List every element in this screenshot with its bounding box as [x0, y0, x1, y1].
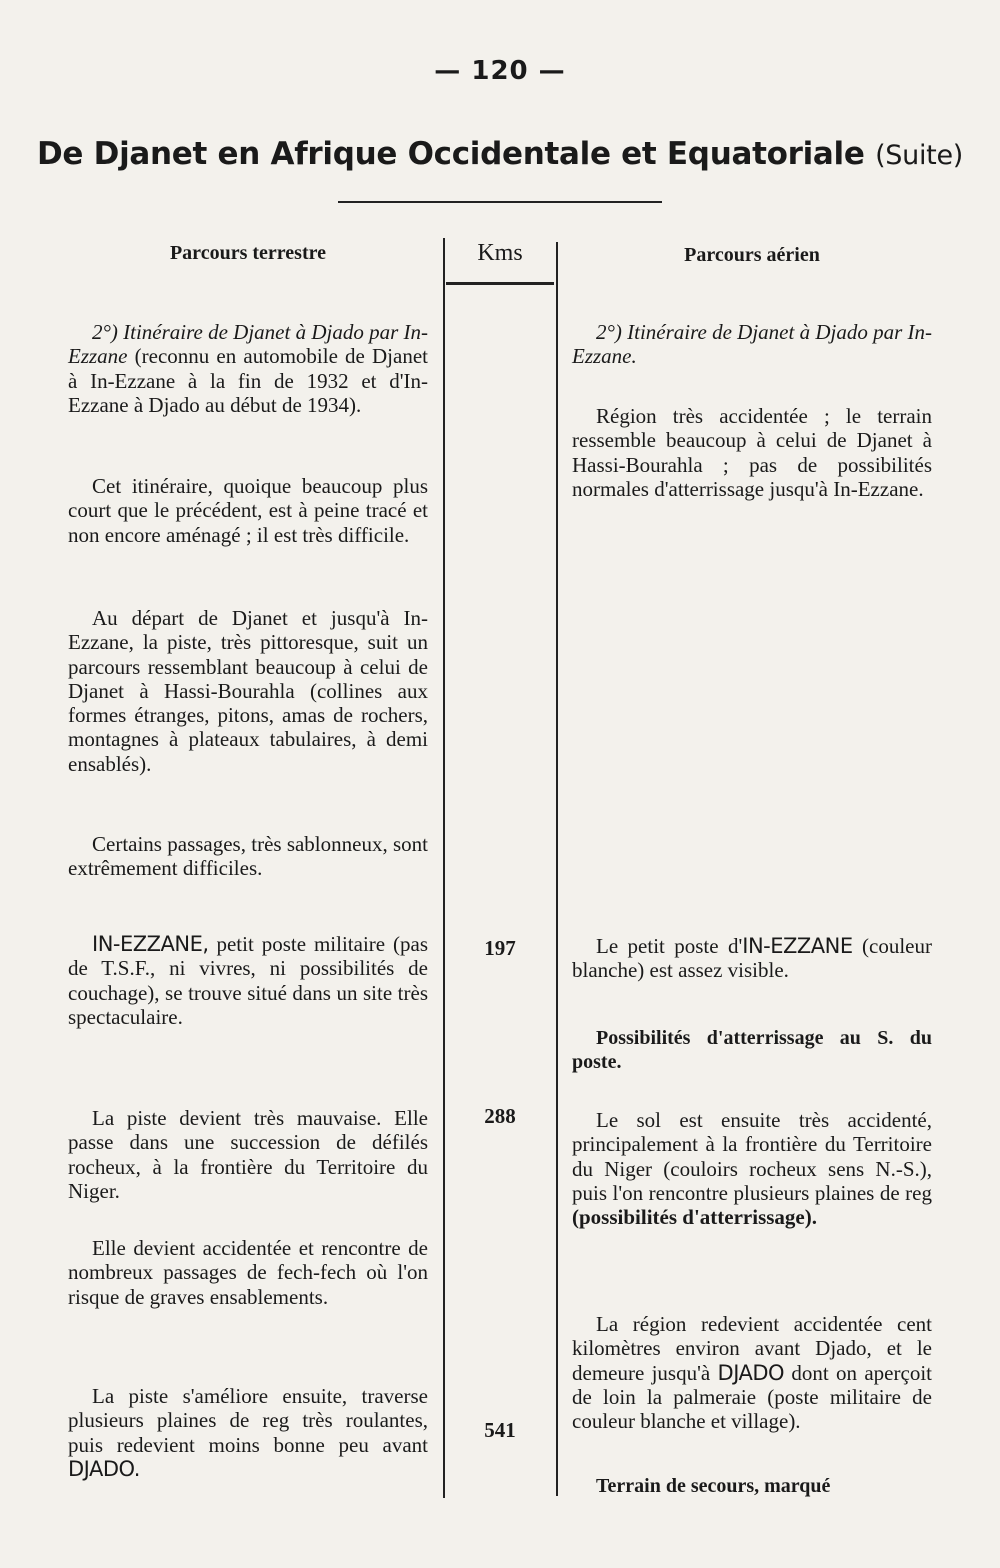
right-paragraph-petit-poste: Le petit poste d'IN-EZZANE (couleur blanche) est assez visible. [572, 934, 932, 983]
km-value-197: 197 [484, 936, 516, 960]
left-paragraph-passages: Certains passages, très sablonneux, sont extrêmement difficiles. [68, 832, 428, 881]
header-kms: Kms [477, 240, 523, 266]
km-value-288: 288 [484, 1104, 516, 1128]
column-divider-right [556, 242, 558, 1496]
left-paragraph-djado: La piste s'améliore ensuite, traverse plusieurs plaines de reg très roulantes, puis redevient moins bonne peu avant DJADO. [68, 1384, 428, 1481]
right-paragraph-itineraire: 2°) Itinéraire de Djanet à Djado par In-Ezzane. [572, 320, 932, 369]
right-paragraph-sol-accidente: Le sol est ensuite très accidenté, principalement à la frontière du Territoire du Niger (couloirs rocheux sens N.-S.), puis l'on rencontre plusieurs plaines de reg (possibilités d'atterrissage). [572, 1108, 932, 1230]
left-paragraph-accidentee: Elle devient accidentée et rencontre de nombreux passages de fech-fech où l'on risque de graves ensablements. [68, 1236, 428, 1309]
left-paragraph-itineraire: 2°) Itinéraire de Djanet à Djado par In-Ezzane (reconnu en automobile de Djanet à In-Ezzane à la fin de 1932 et d'In-Ezzane à Djado au début de 1934). [68, 320, 428, 417]
header-parcours-terrestre: Parcours terrestre [169, 242, 327, 264]
title-underline [338, 201, 662, 203]
right-paragraph-terrain-secours: Terrain de secours, marqué [596, 1475, 831, 1497]
title-suffix: (Suite) [875, 140, 963, 171]
page-title [0, 136, 1000, 172]
column-divider-left [443, 238, 445, 1498]
title-main: De Djanet en Afrique Occidentale et Equatoriale [37, 136, 865, 172]
right-paragraph-atterrissage-sud: Possibilités d'atterrissage au S. du poste. [572, 1027, 932, 1074]
km-value-541: 541 [484, 1418, 516, 1442]
right-paragraph-region: Région très accidentée ; le terrain ressemble beaucoup à celui de Djanet à Hassi-Bourahla ; pas de possibilités normales d'atterrissage jusqu'à In-Ezzane. [572, 404, 932, 501]
left-paragraph-depart: Au départ de Djanet et jusqu'à In-Ezzane, la piste, très pittoresque, suit un parcours ressemblant beaucoup à celui de Djanet à Hassi-Bourahla (collines aux formes étranges, pitons, amas de rochers, montagnes à plateaux tabulaires, à demi ensablés). [68, 606, 428, 776]
page-number: — 120 — [434, 56, 566, 86]
itineraire-title: 2°) Itinéraire de Djanet à Djado par In-Ezzane [68, 320, 428, 369]
right-paragraph-region-djado: La région redevient accidentée cent kilomètres environ avant Djado, et le demeure jusqu'à DJADO dont on aperçoit de loin la palmeraie (poste militaire de couleur blanche et village). [572, 1312, 932, 1434]
header-parcours-aerien: Parcours aérien [684, 244, 820, 266]
left-paragraph-piste-mauvaise: La piste devient très mauvaise. Elle passe dans une succession de défilés rocheux, à la frontière du Territoire du Niger. [68, 1106, 428, 1203]
kms-header-rule [446, 282, 554, 285]
left-paragraph-difficulte: Cet itinéraire, quoique beaucoup plus court que le précédent, est à peine tracé et non encore aménagé ; il est très difficile. [68, 474, 428, 547]
left-paragraph-in-ezzane: IN-EZZANE, petit poste militaire (pas de T.S.F., ni vivres, ni possibilités de couchage), se trouve situé dans un site très spectaculaire. [68, 932, 428, 1029]
